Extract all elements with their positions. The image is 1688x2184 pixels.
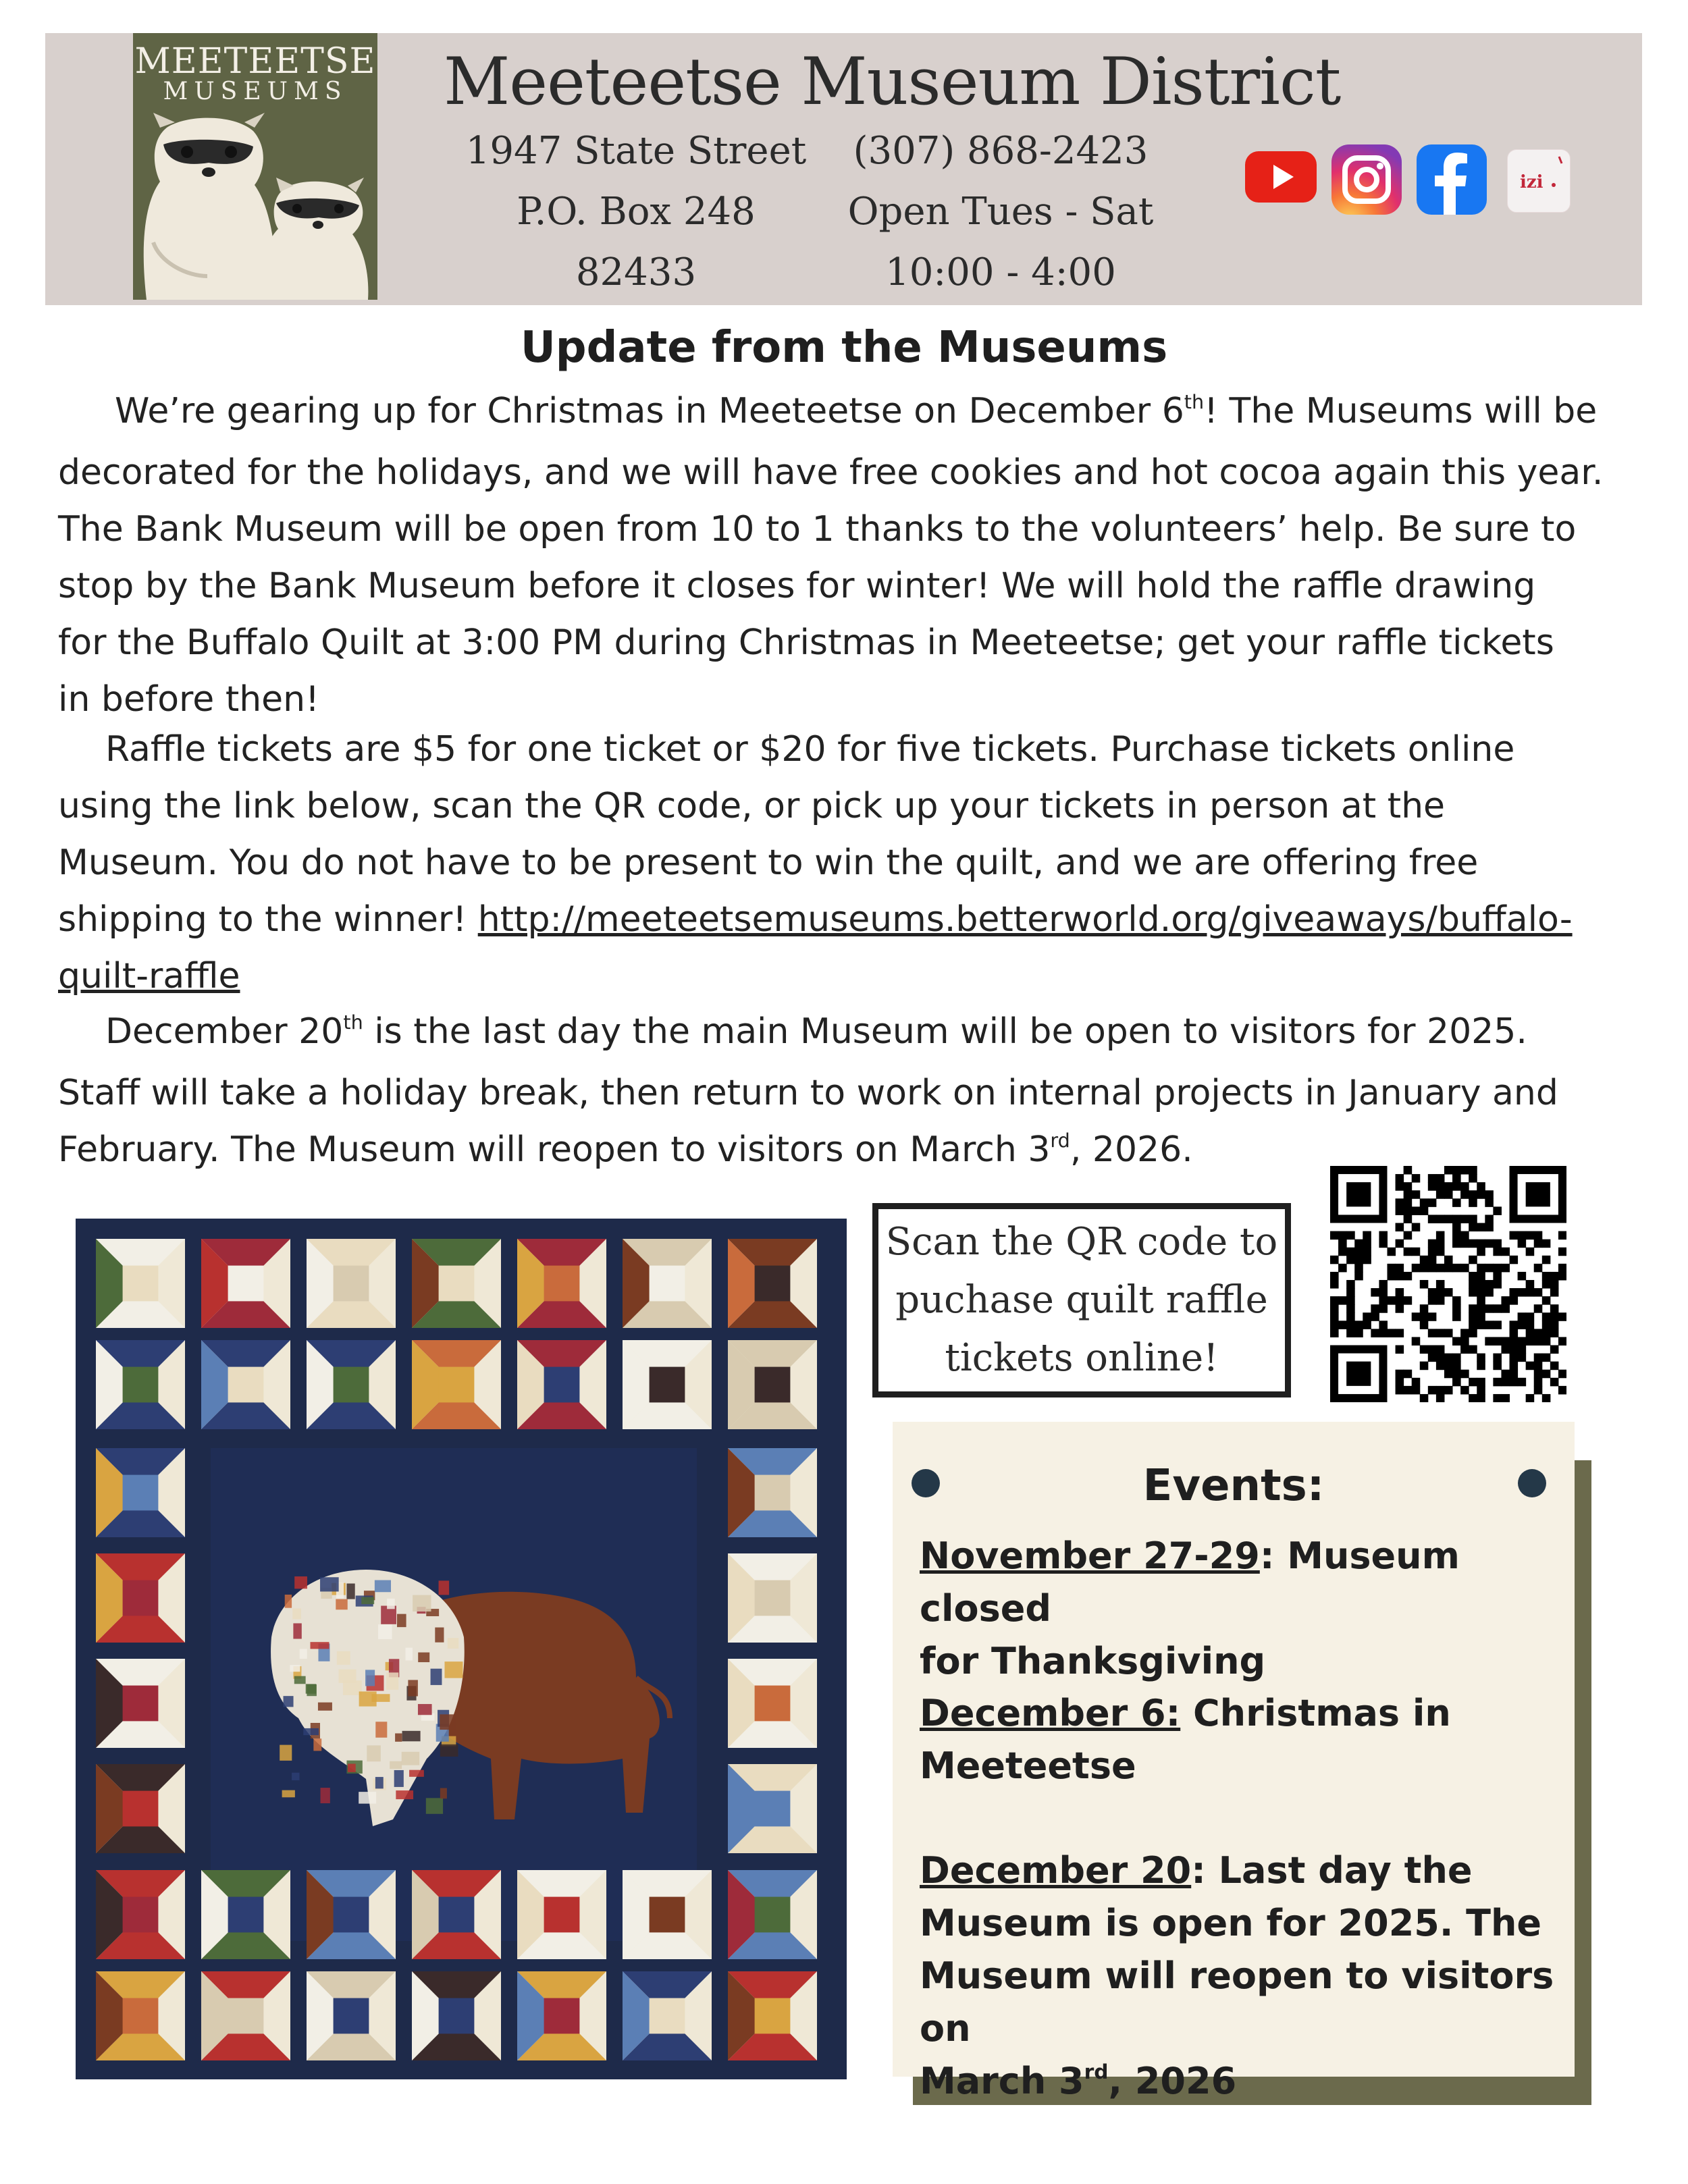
buffalo-quilt-photo [76,1219,847,2079]
logo-line-2: MUSEUMS [163,78,348,105]
quilt-block [201,1340,290,1429]
quilt-block [728,1870,817,1959]
text: The Bank Museum will be open from 10 to 1 thanks to the volunteers’ help. Be sure to [58,509,1577,550]
quilt-block [307,1239,396,1328]
qr-callout-line: puchase quilt raffle [895,1278,1268,1322]
superscript: th [1184,390,1205,413]
header-banner [45,33,1642,305]
quilt-block [517,1239,606,1328]
text: Meeteetse [920,1744,1136,1787]
text: for Thanksgiving [920,1640,1266,1682]
quilt-block [412,1870,501,1959]
text: We’re gearing up for Christmas in Meeteetse on December 6 [115,391,1184,431]
events-title: Events: [1142,1461,1325,1511]
text: Raffle tickets are $5 for one ticket or $20 for five tickets. Purchase tickets online [105,729,1515,770]
text: in before then! [58,679,319,720]
quilt-block [517,1971,606,2060]
text: Christmas in [1180,1692,1451,1734]
quilt-block [307,1971,396,2060]
text: December 20 [105,1011,344,1052]
quilt-block [623,1870,712,1959]
superscript: th [343,1010,363,1034]
quilt-block [96,1870,185,1959]
quilt-block [307,1870,396,1959]
quilt-block [96,1764,185,1853]
quilt-block [201,1971,290,2060]
events-box [893,1422,1575,2102]
quilt-block [96,1340,185,1429]
quilt-block [728,1553,817,1643]
quilt-block [517,1870,606,1959]
logo-line-1: MEETEETSE [134,41,376,82]
quilt-block [412,1340,501,1429]
qr-callout-line: Scan the QR code to [885,1220,1278,1264]
quilt-block [96,1659,185,1748]
paragraph-closing [58,1003,1665,1183]
text: : [1259,1535,1275,1577]
event-date: December 20 [920,1849,1192,1892]
raffle-qr-code[interactable] [1330,1166,1566,1402]
quilt-block [201,1870,290,1959]
quilt-block [96,1239,185,1328]
org-name: Meeteetse Museum District [444,44,1341,119]
text: for the Buffalo Quilt at 3:00 PM during Christmas in Meeteetse; get your raffle tickets [58,622,1554,663]
instagram-icon[interactable] [1331,144,1402,215]
superscript: rd [1050,1128,1070,1152]
paragraph-raffle [58,721,1665,1005]
article-title: Update from the Museums [520,323,1168,373]
quilt-block [728,1764,817,1853]
address-block [460,121,812,303]
street-address: 1947 State Street [465,129,807,173]
text: shipping to the winner! [58,899,478,940]
text: , 2026 [1108,2060,1237,2102]
qr-callout-box [872,1203,1291,1397]
text: Museum is open for 2025. The [920,1902,1542,1944]
quilt-block [728,1659,817,1748]
quilt-block [623,1239,712,1328]
event-date: November 27-29 [920,1535,1260,1577]
text: Staff will take a holiday break, then return to work on internal projects in January and [58,1073,1558,1113]
quilt-block [201,1239,290,1328]
quilt-block [728,1239,817,1328]
quilt-block [517,1340,606,1429]
text: Museum. You do not have to be present to win the quilt, and we are offering free [58,843,1479,883]
raffle-link[interactable]: http://meeteetsemuseums.betterworld.org/giveaways/buffalo- [477,899,1573,940]
zip-code: 82433 [575,250,697,294]
contact-block [825,121,1176,303]
text: February. The Museum will reopen to visitors on March 3 [58,1129,1051,1170]
quilt-block [623,1971,712,2060]
superscript: rd [1084,2060,1109,2084]
event-item [920,1530,1568,1688]
event-item [920,1687,1568,1792]
text: decorated for the holidays, and we will have free cookies and hot cocoa again this year. [58,452,1604,493]
quilt-block [96,1971,185,2060]
izi-travel-icon[interactable] [1507,149,1571,213]
quilt-block [412,1971,501,2060]
text: Museum will reopen to visitors on [920,1954,1554,2050]
po-box: P.O. Box 248 [517,190,756,234]
phone-number: (307) 868-2423 [853,129,1149,173]
text: March 3 [920,2060,1084,2102]
youtube-icon[interactable] [1245,151,1317,203]
izi-label: izi [1520,172,1544,192]
text: : [1191,1849,1206,1892]
quilt-illustration [76,1219,847,2079]
event-item [920,1844,1568,2114]
quilt-block [96,1553,185,1643]
text: is the last day the main Museum will be open to visitors for 2025. [363,1011,1527,1052]
quilt-block [623,1340,712,1429]
text: stop by the Bank Museum before it closes for winter! We will hold the raffle drawing [58,566,1536,606]
text: using the link below, scan the QR code, or pick up your tickets in person at the [58,786,1446,826]
text: Last day the [1205,1849,1473,1892]
facebook-icon[interactable] [1417,144,1487,215]
text: ! The Museums will be [1204,391,1598,431]
raffle-link-continued[interactable]: quilt-raffle [58,956,240,996]
ferret-illustration [133,107,377,300]
quilt-block [412,1239,501,1328]
museum-logo [133,33,377,300]
open-hours: 10:00 - 4:00 [885,250,1116,294]
quilt-block [728,1340,817,1429]
open-days: Open Tues - Sat [847,190,1154,234]
quilt-block [96,1448,185,1537]
quilt-block [728,1448,817,1537]
text: , 2026. [1070,1129,1193,1170]
event-date: December 6: [920,1692,1181,1734]
qr-callout-line: tickets online! [945,1336,1219,1380]
quilt-block [307,1340,396,1429]
quilt-block [728,1971,817,2060]
text: Museum closed [920,1535,1460,1630]
paragraph-christmas [58,383,1665,728]
